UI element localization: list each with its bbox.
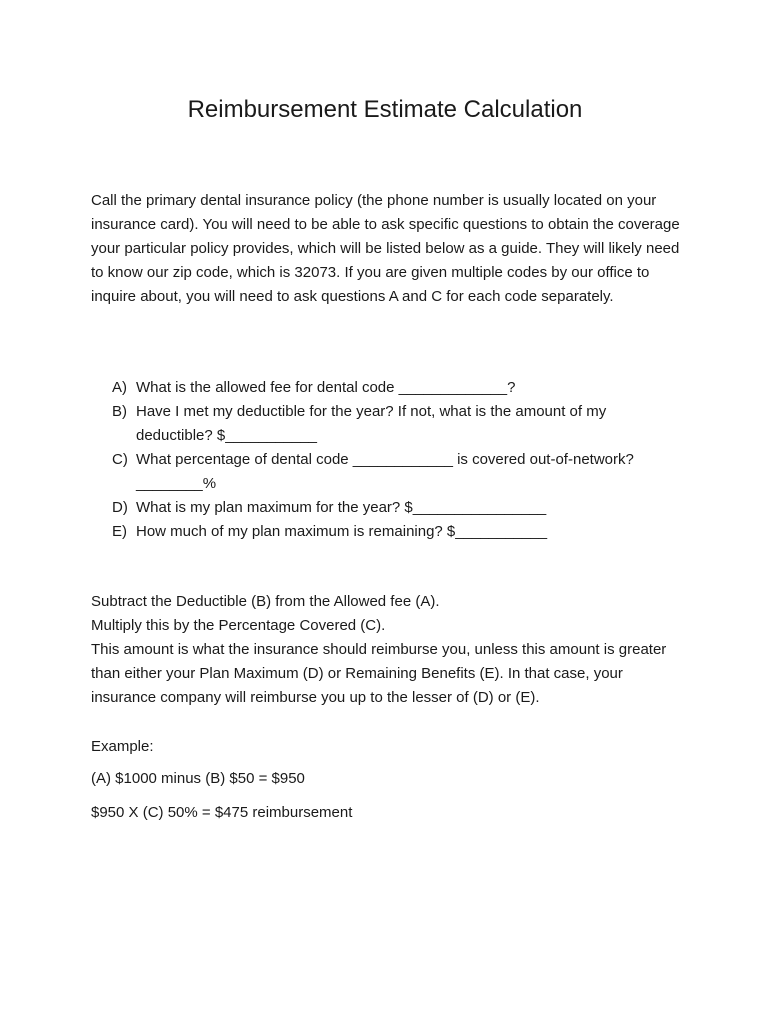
question-text: How much of my plan maximum is remaining? $___________ (136, 523, 548, 540)
question-text: What is the allowed fee for dental code _____________? (136, 379, 516, 396)
question-b (112, 400, 682, 448)
instruction-subtract: Subtract the Deductible (B) from the Allowed fee (A). (91, 593, 440, 610)
question-e (112, 520, 682, 544)
question-a (112, 376, 682, 400)
question-marker: C) (112, 451, 128, 468)
document-title: Reimbursement Estimate Calculation (187, 96, 583, 123)
intro-paragraph (91, 189, 691, 309)
example-line-2: $950 X (C) 50% = $475 reimbursement (91, 804, 353, 821)
calculation-instructions (91, 590, 691, 710)
question-marker: E) (112, 523, 127, 540)
question-marker: B) (112, 403, 127, 420)
question-c (112, 448, 682, 496)
example-line-1: (A) $1000 minus (B) $50 = $950 (91, 770, 305, 787)
question-text: What is my plan maximum for the year? $________________ (136, 499, 547, 516)
question-marker: D) (112, 499, 128, 516)
question-d (112, 496, 682, 520)
instruction-reimburse: This amount is what the insurance should reimburse you, unless this amount is greater than either your Plan Maximum (D) or Remaining Benefits (E). In that case, your insurance company will reimburse you up to the lesser of (D) or (E). (91, 641, 667, 706)
question-marker: A) (112, 379, 127, 396)
question-text: What percentage of dental code ____________ is covered out-of-network? ________% (136, 451, 634, 492)
question-list (112, 376, 682, 544)
question-text: Have I met my deductible for the year? If not, what is the amount of my deductible? $___________ (136, 403, 607, 444)
instruction-multiply: Multiply this by the Percentage Covered (C). (91, 617, 386, 634)
intro-text: Call the primary dental insurance policy (the phone number is usually located on your insurance card). You will need to be able to ask specific questions to obtain the coverage your particular policy provides, which will be listed below as a guide. They will likely need to know our zip code, which is 32073. If you are given multiple codes by our office to inquire about, you will need to ask questions A and C for each code separately. (91, 192, 680, 305)
example-label: Example: (91, 738, 154, 755)
